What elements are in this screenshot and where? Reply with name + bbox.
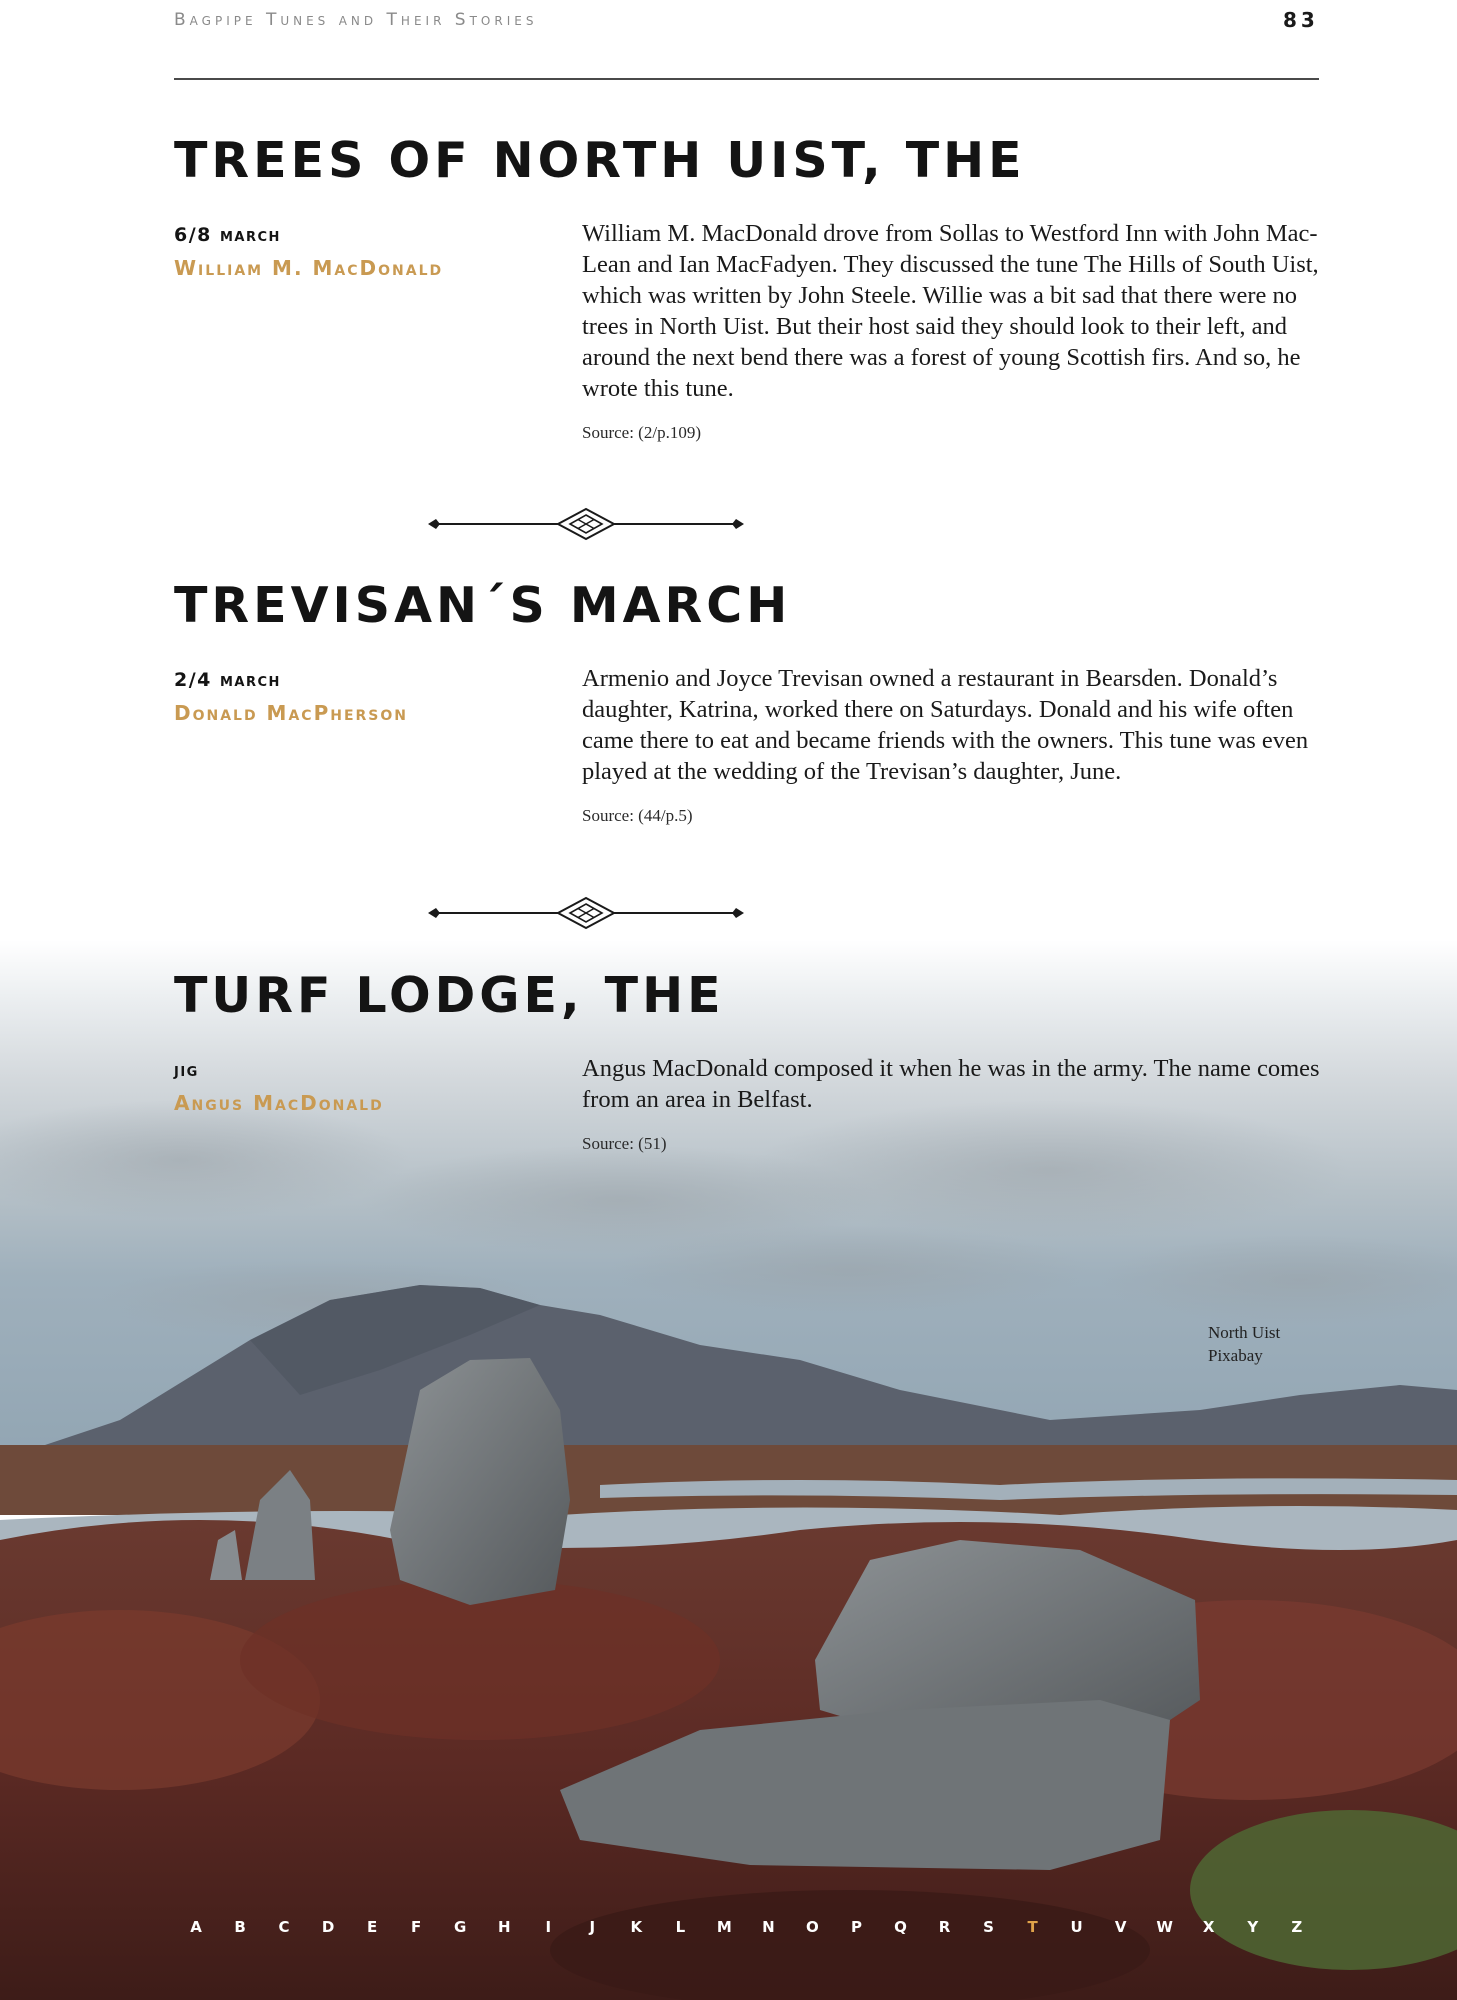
alphabet-letter-d[interactable]: D bbox=[321, 1918, 335, 1936]
alphabet-letter-m[interactable]: M bbox=[716, 1918, 732, 1936]
alphabet-index bbox=[174, 1918, 1319, 1936]
tune-entry bbox=[174, 967, 1319, 1167]
tune-type: 2/4 march bbox=[174, 669, 281, 691]
tune-story: Armenio and Joyce Trevisan owned a restaurant in Bearsden. Donald’s daughter, Katrina, worked there on Saturdays. Donald and his wife often came there to eat and became friends with the owners. This tune was even played at the wedding of the Trevisan’s daughter, June. bbox=[582, 665, 1309, 785]
tune-source: Source: (51) bbox=[582, 1134, 667, 1153]
alphabet-letter-v[interactable]: V bbox=[1114, 1918, 1127, 1936]
photo-location: North Uist bbox=[1208, 1323, 1281, 1342]
tune-story: Angus MacDonald composed it when he was in the army. The name comes from an area in Belfast. bbox=[582, 1055, 1320, 1113]
tune-type: 6/8 march bbox=[174, 224, 281, 246]
tune-source: Source: (2/p.109) bbox=[582, 423, 701, 442]
alphabet-letter-c[interactable]: C bbox=[278, 1918, 290, 1936]
alphabet-letter-z[interactable]: Z bbox=[1291, 1918, 1303, 1936]
alphabet-letter-i[interactable]: I bbox=[545, 1918, 552, 1936]
alphabet-letter-w[interactable]: W bbox=[1156, 1918, 1173, 1936]
alphabet-letter-e[interactable]: E bbox=[367, 1918, 378, 1936]
tune-composer: Angus MacDonald bbox=[174, 1091, 384, 1115]
photo-credit bbox=[1208, 1321, 1280, 1367]
alphabet-letter-r[interactable]: R bbox=[938, 1918, 951, 1936]
running-title: Bagpipe Tunes and Their Stories bbox=[174, 10, 538, 30]
alphabet-letter-t[interactable]: T bbox=[1027, 1918, 1038, 1936]
ornament-divider bbox=[426, 895, 746, 931]
alphabet-letter-g[interactable]: G bbox=[454, 1918, 467, 1936]
tune-source: Source: (44/p.5) bbox=[582, 806, 693, 825]
alphabet-letter-a[interactable]: A bbox=[190, 1918, 202, 1936]
tune-title: TREVISAN´S MARCH bbox=[174, 577, 792, 634]
alphabet-letter-n[interactable]: N bbox=[762, 1918, 775, 1936]
alphabet-letter-s[interactable]: S bbox=[983, 1918, 994, 1936]
tune-type: jig bbox=[174, 1059, 199, 1081]
ornament-divider bbox=[426, 506, 746, 542]
alphabet-letter-x[interactable]: X bbox=[1202, 1918, 1215, 1936]
alphabet-letter-u[interactable]: U bbox=[1070, 1918, 1083, 1936]
alphabet-letter-l[interactable]: L bbox=[675, 1918, 686, 1936]
alphabet-letter-y[interactable]: Y bbox=[1247, 1918, 1259, 1936]
alphabet-letter-q[interactable]: Q bbox=[894, 1918, 907, 1936]
alphabet-letter-b[interactable]: B bbox=[234, 1918, 246, 1936]
tune-composer: William M. MacDonald bbox=[174, 256, 444, 280]
photo-source: Pixabay bbox=[1208, 1346, 1263, 1365]
tune-composer: Donald MacPherson bbox=[174, 701, 408, 725]
tune-entry bbox=[174, 132, 1319, 462]
alphabet-letter-f[interactable]: F bbox=[411, 1918, 422, 1936]
tune-entry bbox=[174, 577, 1319, 847]
alphabet-letter-o[interactable]: O bbox=[806, 1918, 819, 1936]
alphabet-letter-p[interactable]: P bbox=[850, 1918, 862, 1936]
tune-title: TREES OF NORTH UIST, THE bbox=[174, 132, 1026, 189]
alphabet-letter-j[interactable]: J bbox=[589, 1918, 596, 1936]
header-divider bbox=[174, 78, 1319, 80]
tune-title: TURF LODGE, THE bbox=[174, 967, 725, 1024]
page-number: 83 bbox=[1283, 8, 1319, 32]
tune-story: William M. MacDonald drove from Sollas to Westford Inn with John Mac-Lean and Ian MacFadyen. They discussed the tune The Hills of South Uist, which was written by John Steele. Willie was a bit sad that there were no trees in North Uist. But their host said they should look to their left, and around the next bend there was a forest of young Scottish firs. And so, he wrote this tune. bbox=[582, 220, 1319, 402]
alphabet-letter-h[interactable]: H bbox=[497, 1918, 511, 1936]
alphabet-letter-k[interactable]: K bbox=[630, 1918, 643, 1936]
